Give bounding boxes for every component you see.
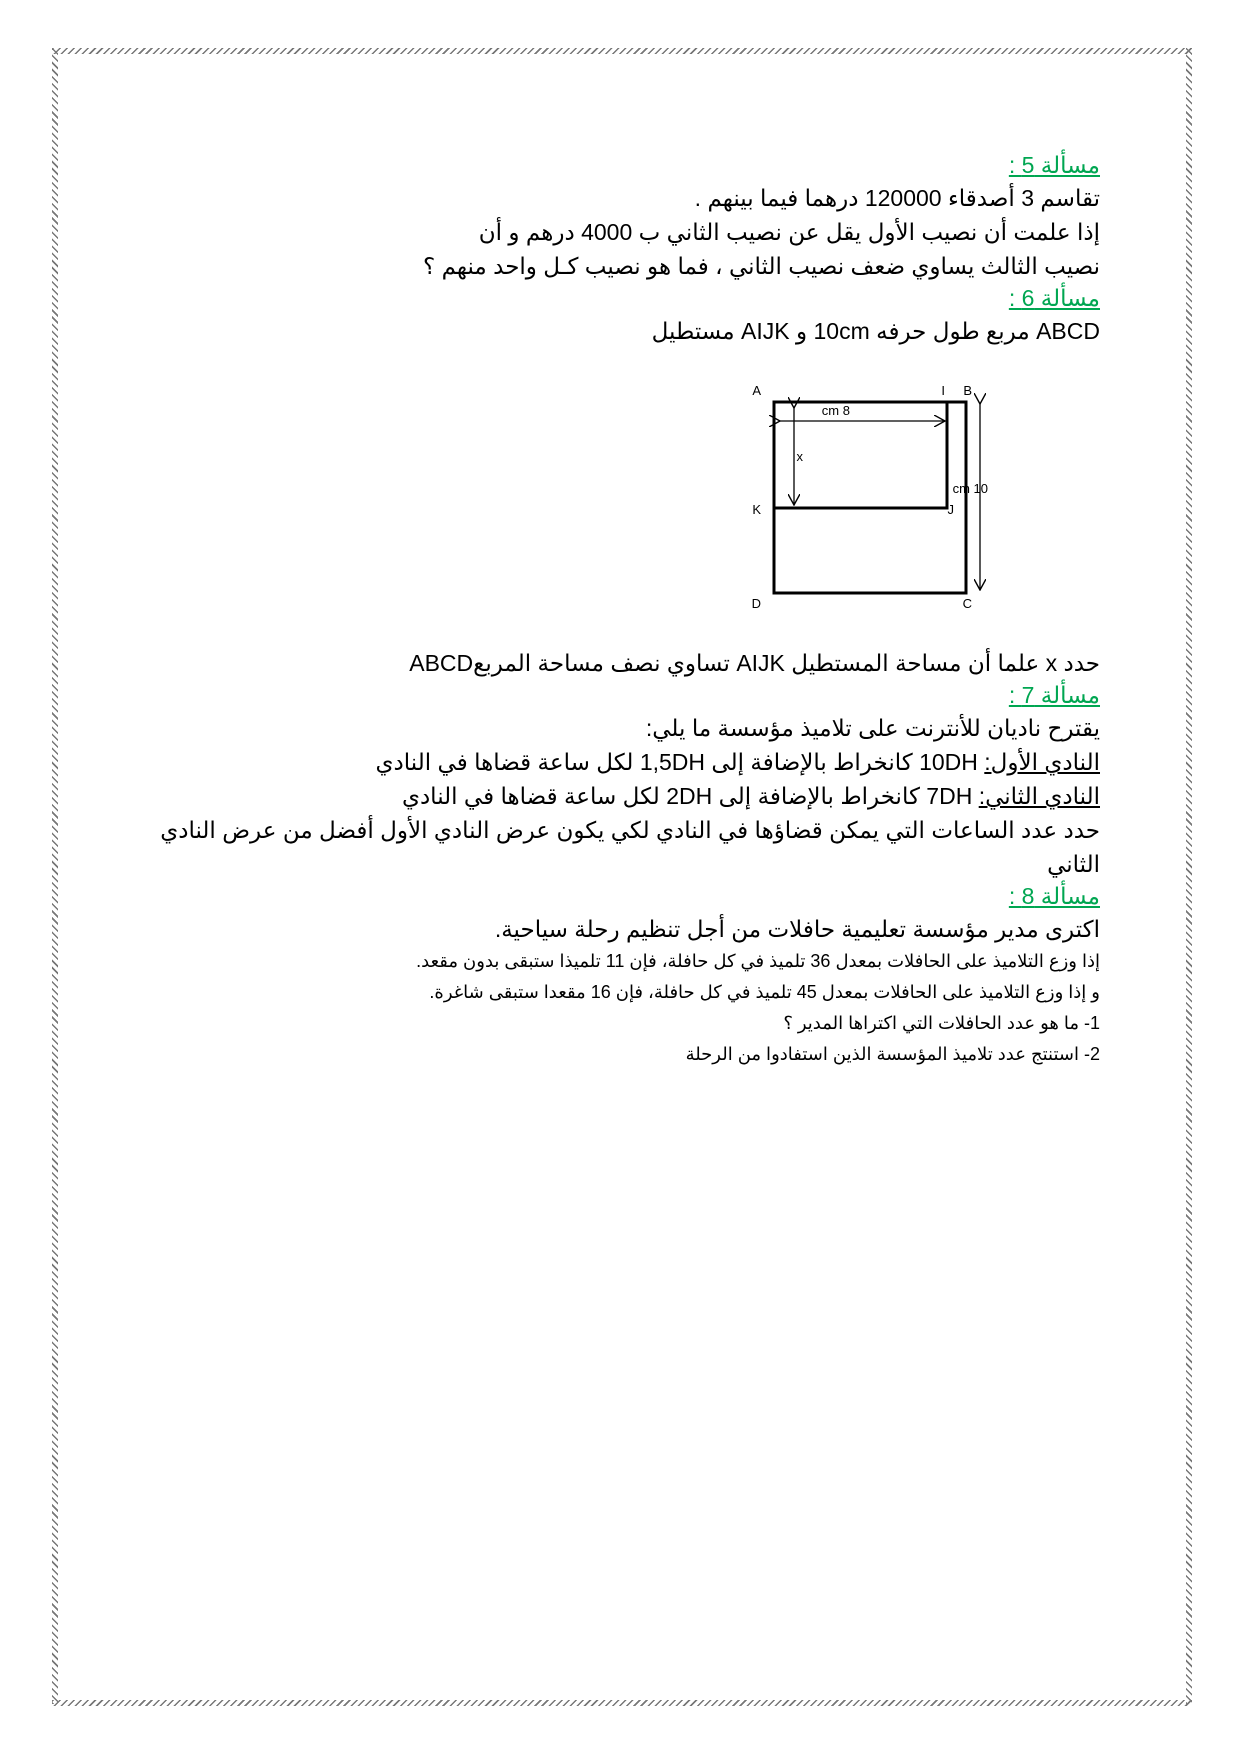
page-border-top — [52, 48, 1192, 54]
club-2-offer — [140, 779, 1100, 813]
club-1-offer — [140, 745, 1100, 779]
label-c: C — [962, 596, 972, 611]
problem-7-question: حدد عدد الساعات التي يمكن قضاؤها في النادي لكي يكون عرض النادي الأول أفضل من عرض النادي الثاني — [160, 817, 1100, 877]
problem-8-condition-1: إذا وزع التلاميذ على الحافلات بمعدل 36 تلميذ في كل حافلة، فإن 11 تلميذا ستبقى بدون مقعد. — [416, 951, 1100, 971]
club-2-label: النادي الثاني: — [978, 783, 1100, 809]
club-1-text: 10DH كانخراط بالإضافة إلى 1,5DH لكل ساعة قضاها في النادي — [375, 749, 985, 775]
problem-6-statement: ABCD مربع طول حرفه 10cm و AIJK مستطيل — [651, 318, 1100, 344]
label-d: D — [751, 596, 761, 611]
page-border-left — [52, 48, 58, 1704]
page-border-bottom — [52, 1700, 1192, 1706]
problem-7-intro: يقترح ناديان للأنترنت على تلاميذ مؤسسة ما يلي: — [645, 715, 1100, 741]
problem-8-intro: اكترى مدير مؤسسة تعليمية حافلات من أجل تنظيم رحلة سياحية. — [494, 916, 1100, 942]
problem-8 — [140, 881, 1100, 1070]
problem-6 — [140, 283, 1100, 680]
side-length-label: 10 cm — [952, 481, 988, 496]
problem-8-heading: مسألة 8 : — [1008, 883, 1100, 909]
label-i: I — [941, 383, 945, 398]
label-a: A — [752, 383, 761, 398]
label-k: K — [752, 502, 761, 517]
problem-7-heading: مسألة 7 : — [1008, 682, 1100, 708]
square-figure-container — [140, 348, 1100, 646]
problem-5-heading: مسألة 5 : — [1008, 152, 1100, 178]
square-abcd — [774, 402, 966, 593]
problem-8-question-1: 1- ما هو عدد الحافلات التي اكتراها المدير ؟ — [783, 1013, 1100, 1033]
square-rectangle-figure — [680, 350, 988, 646]
problem-8-question-2: 2- استنتج عدد تلاميذ المؤسسة الذين استفادوا من الرحلة — [685, 1044, 1100, 1064]
problem-6-question: حدد x علما أن مساحة المستطيل AIJK تساوي نصف مساحة المربعABCD — [409, 650, 1100, 676]
problem-6-heading: مسألة 6 : — [1008, 285, 1100, 311]
problem-5-line-2: إذا علمت أن نصيب الأول يقل عن نصيب الثاني ب 4000 درهم و أن — [478, 219, 1100, 245]
club-1-label: النادي الأول: — [984, 749, 1100, 775]
height-label-x: x — [796, 449, 803, 464]
worksheet-content — [140, 150, 1100, 1070]
problem-5-line-3: نصيب الثالث يساوي ضعف نصيب الثاني ، فما هو نصيب كـل واحد منهم ؟ — [422, 253, 1100, 279]
problem-5-line-1: تقاسم 3 أصدقاء 120000 درهما فيما بينهم . — [694, 185, 1100, 211]
problem-8-condition-2: و إذا وزع التلاميذ على الحافلات بمعدل 45 تلميذ في كل حافلة، فإن 16 مقعدا ستبقى شاغرة. — [429, 982, 1100, 1002]
page-border-right — [1186, 48, 1192, 1704]
label-j: J — [947, 502, 954, 517]
label-b: B — [963, 383, 972, 398]
width-label: 8 cm — [821, 403, 850, 418]
club-2-text: 7DH كانخراط بالإضافة إلى 2DH لكل ساعة قضاها في النادي — [401, 783, 979, 809]
problem-5 — [140, 150, 1100, 283]
problem-7 — [140, 680, 1100, 881]
